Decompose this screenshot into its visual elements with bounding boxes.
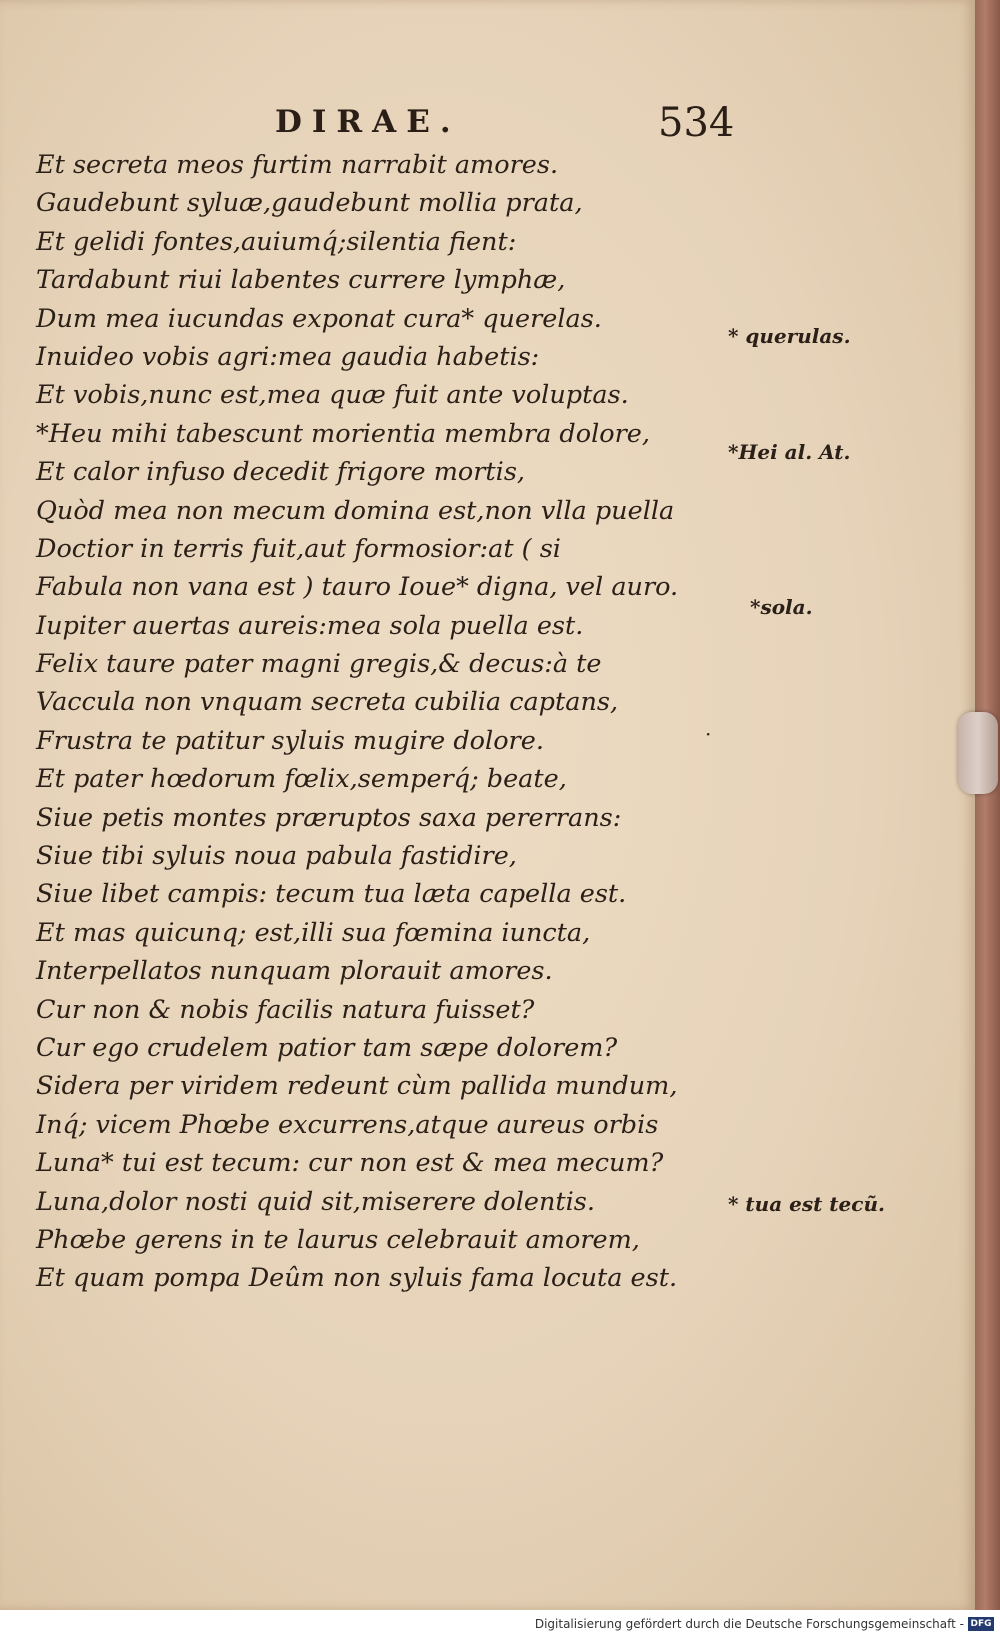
verse-line: Interpellatos nunquam plorauit amores. [36, 956, 553, 987]
marginal-note: * querulas. [728, 324, 851, 348]
verse-line: Siue petis montes præruptos saxa pererrans: [36, 802, 622, 833]
dfg-logo-icon: DFG [968, 1617, 994, 1631]
verse-line: Gaudebunt syluæ,gaudebunt mollia prata, [36, 188, 583, 219]
running-head: DIRAE. [275, 104, 461, 140]
verse-line: Et pater hœdorum fœlix,semperq́; beate, [36, 764, 567, 795]
verse-line: Phœbe gerens in te laurus celebrauit amorem, [36, 1224, 640, 1255]
page-fore-edge [975, 0, 1000, 1610]
verse-line: Quòd mea non mecum domina est,non vlla puella [36, 495, 675, 526]
verse-line: Tardabunt riui labentes currere lymphæ, [36, 265, 566, 296]
verse-line: Doctior in terris fuit,aut formosior:at ( si [36, 533, 561, 564]
marginal-note: *Hei al. At. [728, 440, 851, 464]
verse-line: Et vobis,nunc est,mea quæ fuit ante voluptas. [36, 380, 629, 411]
verse-line: Felix taure pater magni gregis,& decus:à te [36, 649, 602, 680]
verse-line: Sidera per viridem redeunt cùm pallida mundum, [36, 1071, 678, 1102]
verse-line: Et secreta meos furtim narrabit amores. [36, 150, 559, 180]
verse-line: Cur ego crudelem patior tam sæpe dolorem? [36, 1032, 618, 1063]
footer-credit: Digitalisierung gefördert durch die Deutsche Forschungsgemeinschaft - [534, 1617, 964, 1631]
verse-line: Et gelidi fontes,auiumq́;silentia fient: [36, 226, 517, 257]
verse-line: Iupiter auertas aureis:mea sola puella est. [36, 610, 584, 641]
verse-line: Vaccula non vnquam secreta cubilia captans, [36, 687, 619, 718]
verse-line: Inq́; vicem Phœbe excurrens,atque aureus orbis [36, 1109, 659, 1140]
verse-line: Luna,dolor nosti quid sit,miserere dolentis. [36, 1186, 595, 1217]
verse-line: Siue libet campis: tecum tua læta capella est. [36, 879, 627, 910]
dot-mark: · [705, 722, 712, 746]
verse-line: Et quam pompa Deûm non syluis fama locuta est. [36, 1263, 678, 1294]
page-number: 534 [658, 100, 735, 146]
verse-line: Cur non & nobis facilis natura fuisset? [36, 994, 535, 1025]
verse-line: Fabula non vana est ) tauro Ioue* digna, vel auro. [36, 572, 679, 603]
verse-line: Et mas quicunq; est,illi sua fœmina iuncta, [36, 917, 591, 948]
verse-line: Dum mea iucundas exponat cura* querelas. [36, 303, 602, 334]
verse-line: Siue tibi syluis noua pabula fastidire, [36, 841, 517, 872]
verse-line: Et calor infuso decedit frigore mortis, [36, 457, 526, 488]
marginal-note: *sola. [750, 595, 813, 619]
marginal-note: * tua est tecũ. [728, 1192, 885, 1216]
verse-line: *Heu mihi tabescunt morientia membra dolore, [36, 418, 651, 449]
digitization-footer [0, 1610, 1000, 1638]
verse-line: Luna* tui est tecum: cur non est & mea mecum? [36, 1148, 664, 1179]
verse-line: Inuideo vobis agri:mea gaudia habetis: [36, 341, 540, 372]
book-clasp [958, 712, 998, 794]
verse-line: Frustra te patitur syluis mugire dolore. [36, 725, 544, 756]
verse-list [36, 146, 716, 1298]
